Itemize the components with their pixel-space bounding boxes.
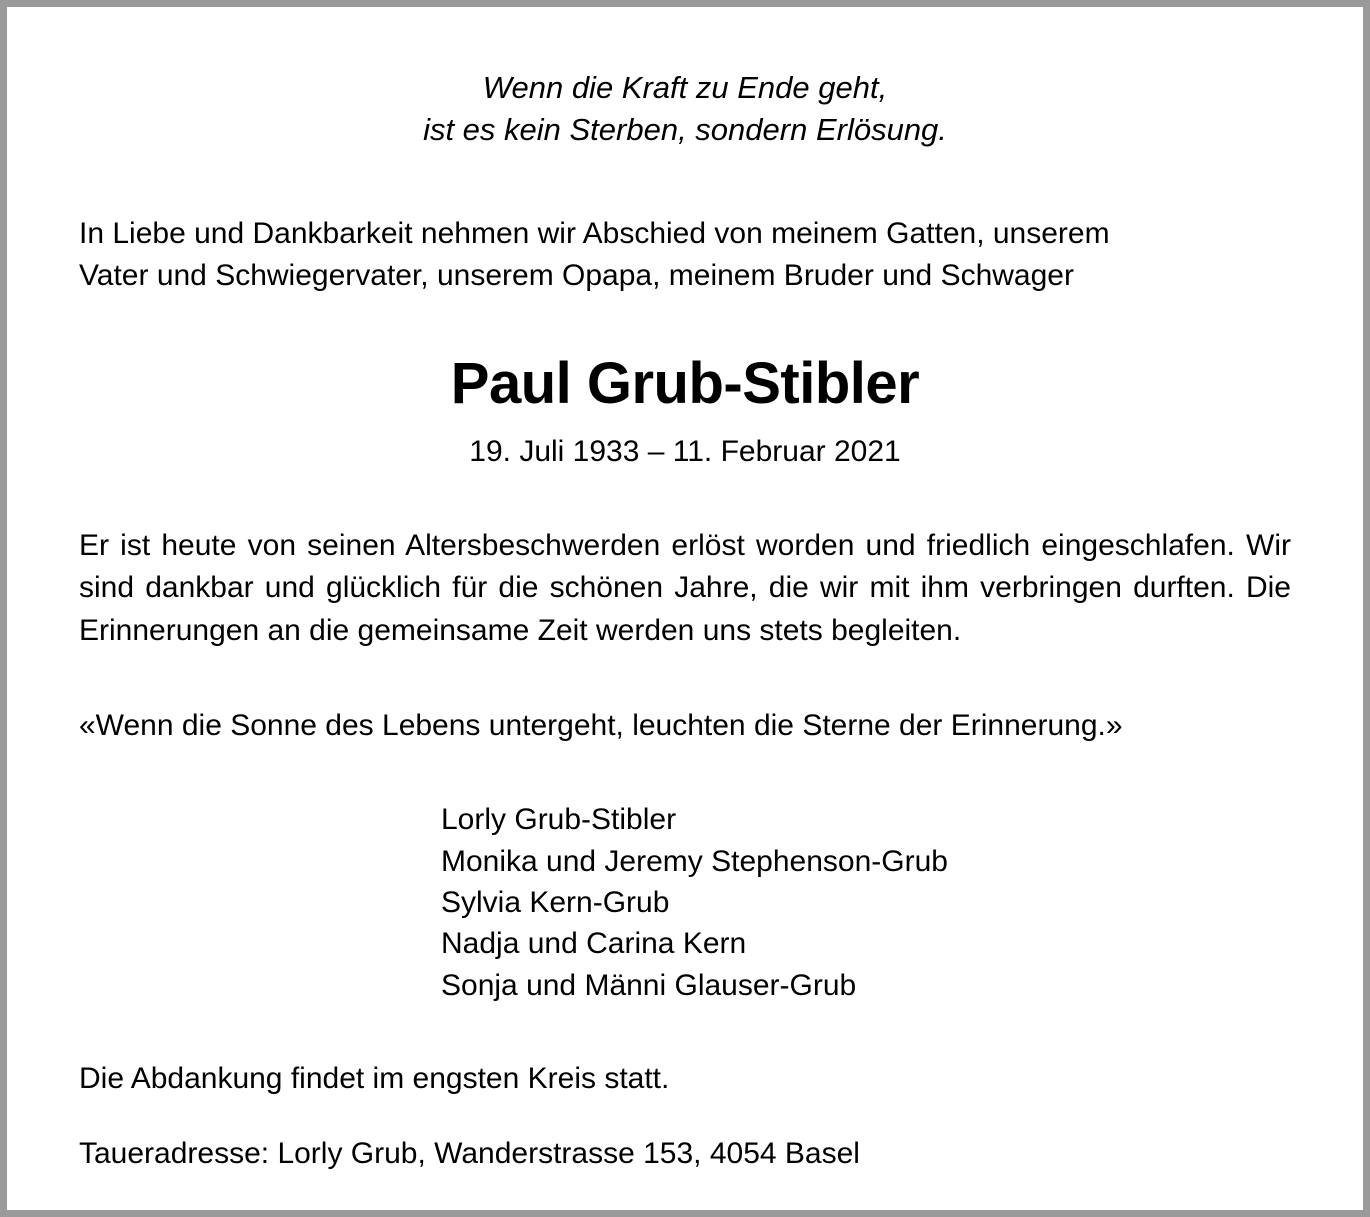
deceased-name: Paul Grub-Stibler xyxy=(450,350,920,416)
list-item: Sonja und Männi Glauser-Grub xyxy=(441,968,857,1002)
epitaph-line-1: Wenn die Kraft zu Ende geht, xyxy=(482,70,888,105)
memorial-quote: «Wenn die Sonne des Lebens untergeht, leuchten die Sterne der Erinnerung.» xyxy=(79,708,1123,742)
condolence-address: Taueradresse: Lorly Grub, Wanderstrasse 153, 4054 Basel xyxy=(79,1136,860,1170)
epitaph-line-2: ist es kein Sterben, sondern Erlösung. xyxy=(423,111,947,147)
life-dates: 19. Juli 1933 – 11. Februar 2021 xyxy=(469,434,901,468)
survivors-list xyxy=(79,799,1291,1006)
memorial-body-text: Er ist heute von seinen Altersbeschwerden erlöst worden und friedlich eingeschlafen. Wir sind dankbar und glücklich für die schönen Jahre, die wir mit ihm verbringen durften. Die Erinnerungen an die gemeinsame Zeit werden uns stets begleiten. xyxy=(79,528,1291,648)
list-item: Nadja und Carina Kern xyxy=(441,927,747,961)
list-item: Sylvia Kern-Grub xyxy=(441,886,670,920)
epitaph xyxy=(79,67,1291,151)
list-item: Monika und Jeremy Stephenson-Grub xyxy=(441,844,948,878)
funeral-info: Die Abdankung findet im engsten Kreis statt. xyxy=(79,1062,670,1096)
intro-line-2: Vater und Schwiegervater, unserem Opapa, meinem Bruder und Schwager xyxy=(79,259,1074,293)
intro-line-1: In Liebe und Dankbarkeit nehmen wir Abschied von meinem Gatten, unserem xyxy=(79,216,1110,250)
list-item: Lorly Grub-Stibler xyxy=(441,803,677,837)
intro-text xyxy=(79,213,1291,298)
